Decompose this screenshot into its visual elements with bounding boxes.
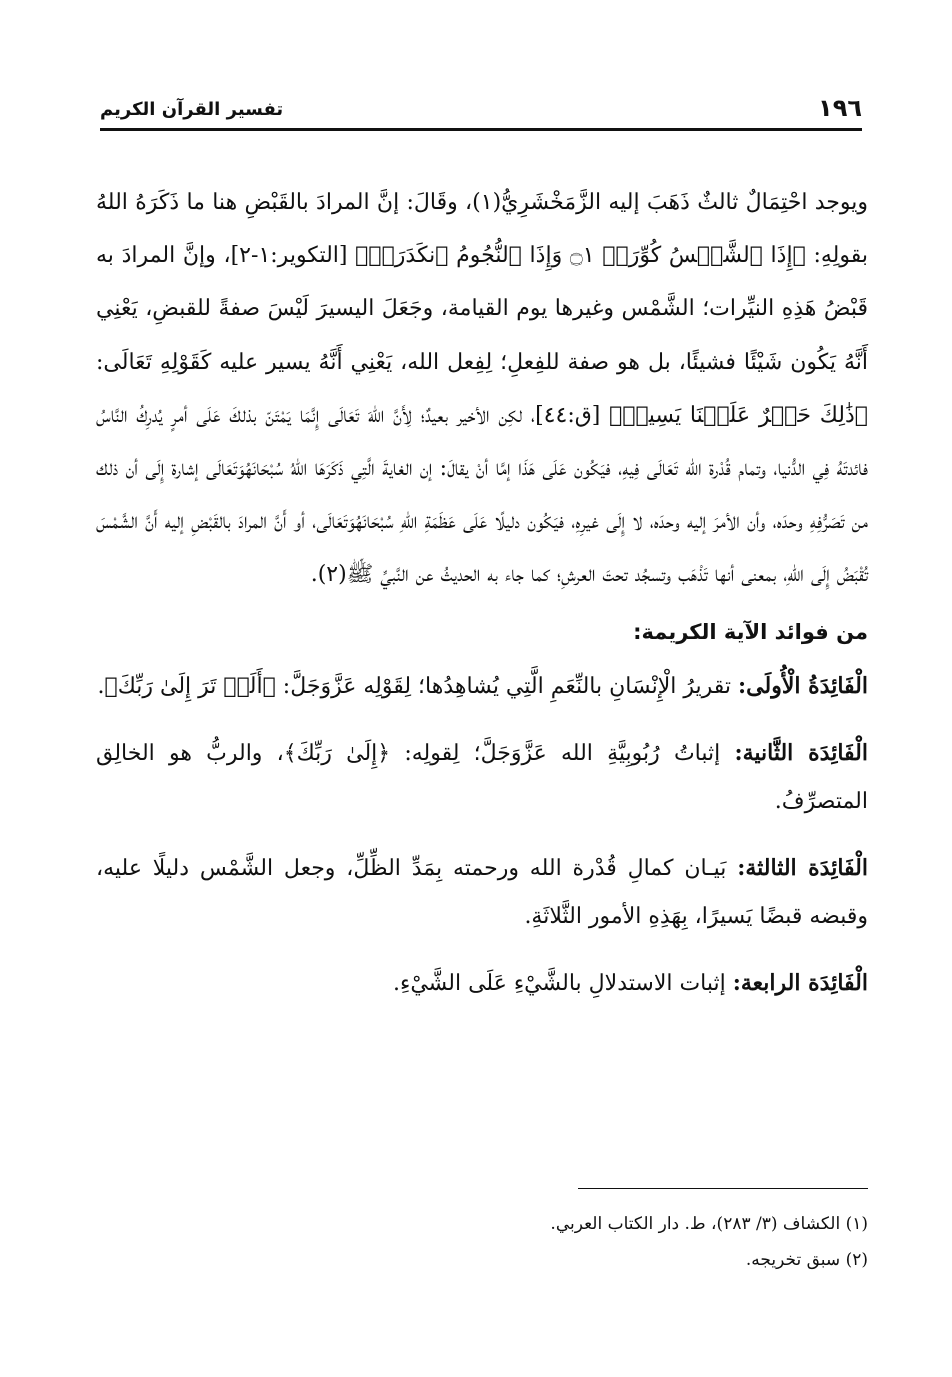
page-number: ١٩٦ [818, 94, 862, 122]
benefit-item-1 [96, 662, 868, 711]
benefit-text: تقريرُ الْإِنْسَانِ بالنِّعَمِ الَّتِي يُشاهِدُها؛ لِقَوْلِه عَزَّوَجَلَّ: ﴿أَلَمۡ تَرَ إِلَىٰ رَبِّكَ﴾. [97, 673, 732, 699]
benefit-item-3 [96, 844, 868, 941]
footnote-2: (٢) سبق تخريجه. [745, 1250, 868, 1270]
benefit-label: الْفَائِدَةُ الْأُولَى: [738, 672, 868, 699]
commentary-paragraph: ويوجد احْتِمَالٌ ثالثٌ ذَهَبَ إليه الزَّمَخْشَرِيُّ(١)، وقَالَ: إنَّ المرادَ بالقَبْضِ هنا ما ذَكَرَهُ اللهُ بقولِهِ: ﴿إِذَا ٱلشَّمۡسُ كُوِّرَتۡ ۝١ وَإِذَا ٱلنُّجُومُ ٱنكَدَرَتۡ﴾ [التكوير:١-٢]، وإنَّ المرادَ به قَبْضُ هَذِهِ النيِّرات؛ الشَّمْس وغيرها يوم القيامة، وجَعَلَ اليسيرَ لَيْسَ صفةً للقبضِ، يَعْنِي أَنَّهُ يَكُون شَيْئًا فشيئًا، بل هو صفة للفِعلِ؛ لِفِعل الله، يَعْنِي أَنَّهُ يسير عليه كَقَوْلِهِ تَعَالَى: ﴿ذَٰلِكَ حَشۡرٌ عَلَيۡنَا يَسِيرٞ﴾ [ق:٤٤]، لكِن الأخير بعيدٌ؛ لِأَنَّ اللهَ تَعَالَى إِنَّمَا يَمْتَنّ بذلكَ عَلَى أمرٍ يُدرِكُ النَّاسُ فائدتَهُ فِي الدُّنيا، وتمام قُدْرة الله تَعَالَى فِيهِ، فيَكُون عَلَى هَذَا إمَّا أنْ يقالَ: إن الغايةَ الَّتِي ذَكَرَهَا اللهُ سُبْحَانَهُوَتَعَالَى إشارة إِلَى أن ذلك من تَصَرُّفِهِ وحدَه، وأن الأمرَ إليه وحدَه، لا إِلَى غيرِهِ، فيَكُون دليلًا عَلَى عَظَمَةِ اللهِ سُبْحَانَهُوَتَعَالَى، أو أَنَّ المرادَ بالقَبْضِ إليه أَنَّ الشَّمْسَ تُقْبَضُ إِلَى اللهِ، بمعنى أنها تَذْهَب وتسجُد تحتَ العرشِ؛ كما جاء به الحديثُ عن النَّبيِّ ﷺ(٢). [96, 190, 869, 588]
footnote-divider [578, 1188, 868, 1189]
running-header [100, 92, 862, 131]
footnote-1: (١) الكشاف (٣/ ٢٨٣)، ط. دار الكتاب العربي. [550, 1214, 868, 1234]
benefit-label: الْفَائِدَة الثَّانية: [734, 739, 868, 766]
benefit-item-4 [96, 959, 868, 1008]
book-title: تفسير القرآن الكريم [100, 99, 284, 120]
benefit-text: بَيـان كمالِ قُدْرة الله ورحمته بِمَدِّ الظِّلِّ، وجعل الشَّمْس دليلًا عليه، وقبضه قبضًا يَسيرًا، بِهَذِهِ الأمور الثَّلاثَةِ. [96, 855, 868, 929]
footnotes [300, 1206, 868, 1278]
benefit-label: الْفَائِدَة الثالثة: [737, 854, 868, 881]
benefits-heading: من فوائد الآية الكريمة: [633, 619, 868, 644]
benefit-label: الْفَائِدَة الرابعة: [732, 969, 868, 996]
benefit-item-2 [96, 729, 868, 826]
benefit-text: إثبات الاستدلالِ بالشَّيْءِ عَلَى الشَّيْءِ. [392, 970, 726, 996]
main-text [96, 176, 868, 1026]
benefit-text: إثباتُ رُبُوبِيَّةِ الله عَزَّوَجَلَّ؛ لِقولِه: ﴿إِلَىٰ رَبِّكَ﴾، والربُّ هو الخالِق المتصرِّفُ. [96, 740, 868, 814]
